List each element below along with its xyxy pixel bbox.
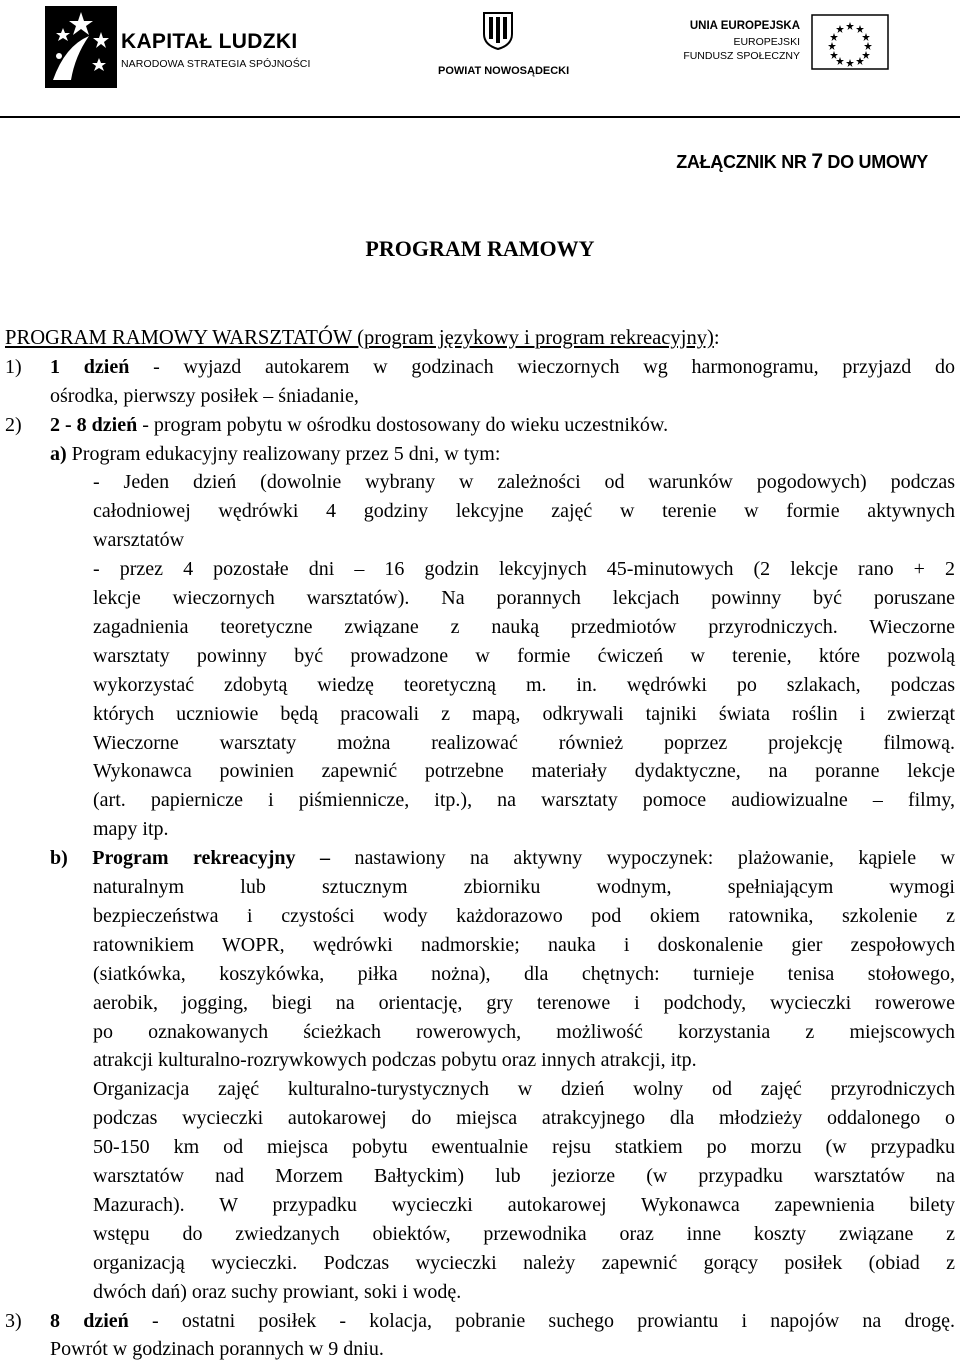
powiat-name: POWIAT NOWOSĄDECKI bbox=[438, 65, 570, 77]
day-2-8-number: 2) bbox=[5, 413, 22, 436]
recreation-label: b) Program rekreacyjny – bbox=[50, 847, 331, 870]
day-1-number: 1) bbox=[5, 356, 22, 378]
eu-line-2: EUROPEJSKI bbox=[733, 36, 800, 48]
powiat-shield-icon bbox=[483, 12, 513, 50]
recreation-line: warsztatów nad Morzem Bałtyckim) lub jeziorze (w przypadku warsztatów na bbox=[93, 1165, 955, 1188]
annex-prefix: ZAŁĄCZNIK NR bbox=[676, 152, 812, 172]
section-heading bbox=[5, 324, 720, 353]
document-title: PROGRAM RAMOWY bbox=[365, 236, 595, 261]
kapital-ludzki-emblem-icon bbox=[45, 6, 117, 88]
recreation-line: organizacją wycieczki. Podczas wycieczki należy zapewnić gorący posiłek (obiad z bbox=[93, 1251, 955, 1274]
recreation-line: (siatkówka, koszykówka, piłka nożna), dla chętnych: turnieje tenisa stołowego, bbox=[93, 962, 955, 985]
education-line: warsztaty powinny być prowadzone w formie ćwiczeń w terenie, które pozwolą bbox=[93, 644, 955, 667]
day-8-text: - ostatni posiłek - kolacja, pobranie suchego prowiantu i napojów na drogę. bbox=[128, 1309, 955, 1332]
education-line: całodniowej wędrówki 4 godziny lekcyjne zajęć w terenie w formie aktywnych bbox=[93, 500, 955, 523]
education-line: - przez 4 pozostałe dni – 16 godzin lekcyjnych 45-minutowych (2 lekcje rano + 2 bbox=[93, 558, 955, 581]
recreation-line: Mazurach). W przypadku wycieczki autokarowej Wykonawca zapewnienia bilety bbox=[93, 1193, 955, 1216]
education-line: Wieczorne warsztaty można realizować również poprzez projekcję filmową. bbox=[93, 731, 955, 754]
recreation-intro-text: nastawiony na aktywny wypoczynek: plażowanie, kąpiele w bbox=[330, 847, 955, 870]
header-divider bbox=[0, 116, 960, 118]
day-1-line-2: ośrodka, pierwszy posiłek – śniadanie, bbox=[50, 384, 359, 407]
recreation-line: 50-150 km od miejsca pobytu ewentualnie rejsu statkiem po morzu (w przypadku bbox=[93, 1136, 955, 1159]
day-1-line-1 bbox=[50, 353, 955, 382]
education-line: wykorzystać zdobytą wiedzę teoretyczną m. in. wędrówki po szlakach, podczas bbox=[93, 673, 955, 696]
day-8-label: 8 dzień bbox=[50, 1309, 129, 1332]
recreation-line: Organizacja zajęć kulturalno-turystycznych w dzień wolny od zajęć przyrodniczych bbox=[93, 1078, 955, 1101]
recreation-line: podczas wycieczki autokarowej do miejsca atrakcyjnego dla młodzieży oddalonego o bbox=[93, 1107, 955, 1130]
recreation-line: po oznakowanych ścieżkach rowerowych, możliwość korzystania z miejscowych bbox=[93, 1020, 955, 1043]
section-heading-text: PROGRAM RAMOWY WARSZTATÓW (program językowy i program rekreacyjny) bbox=[5, 327, 714, 349]
eu-line-3: FUNDUSZ SPOŁECZNY bbox=[683, 50, 800, 62]
day-2-8-text: - program pobytu w ośrodku dostosowany do wieku uczestników. bbox=[137, 413, 669, 436]
eu-logo bbox=[683, 14, 898, 84]
annex-label bbox=[676, 150, 928, 174]
day-8-line-1 bbox=[50, 1307, 955, 1336]
day-2-8-label: 2 - 8 dzień bbox=[50, 413, 138, 436]
day-2-8-line bbox=[50, 411, 668, 440]
recreation-line: ratownikiem WOPR, wędrówki nadmorskie; nauka i doskonalenie gier zespołowych bbox=[93, 933, 955, 956]
recreation-line: atrakcji kulturalno-rozrywkowych podczas pobytu oraz innych atrakcji, itp. bbox=[93, 1049, 697, 1072]
recreation-intro bbox=[50, 844, 955, 873]
education-line: zagadnienia teoretyczne związane z nauką przedmiotów przyrodniczych. Wieczorne bbox=[93, 615, 955, 638]
powiat-logo bbox=[432, 12, 570, 82]
education-line: których uczniowie będą pracowali z mapą, odkrywali tajniki świata roślin i zwierząt bbox=[93, 702, 955, 725]
education-line: - Jeden dzień (dowolnie wybrany w zależności od warunków pogodowych) podczas bbox=[93, 471, 955, 494]
education-intro bbox=[50, 440, 500, 469]
eu-line-1: UNIA EUROPEJSKA bbox=[689, 20, 800, 32]
day-8-number: 3) bbox=[5, 1309, 22, 1332]
education-line: (art. papiernicze i piśmiennicze, itp.), na warsztaty pomoce audiowizualne – filmy, bbox=[93, 789, 955, 812]
education-label: a) bbox=[50, 442, 67, 465]
recreation-line: naturalnym lub sztucznym zbiorniku wodnym, spełniającym wymogi bbox=[93, 876, 955, 899]
education-line: Wykonawca powinien zapewnić potrzebne materiały dydaktyczne, na poranne lekcje bbox=[93, 760, 955, 783]
day-8-line-2: Powrót w godzinach porannych w 9 dniu. bbox=[50, 1338, 384, 1361]
eu-flag-icon bbox=[811, 14, 889, 70]
kapital-ludzki-title: KAPITAŁ LUDZKI bbox=[121, 30, 298, 53]
recreation-line: dwóch dań) oraz suchy prowiant, soki i wodę. bbox=[93, 1280, 462, 1303]
education-intro-text: Program edukacyjny realizowany przez 5 dni, w tym: bbox=[66, 442, 501, 465]
recreation-line: bezpieczeństwa i czystości wody każdorazowo pod okiem ratownika, szkolenie z bbox=[93, 904, 955, 927]
day-1-text: - wyjazd autokarem w godzinach wieczornych wg harmonogramu, przyjazd do bbox=[129, 356, 955, 378]
day-1-label: 1 dzień bbox=[50, 356, 130, 378]
education-line: warsztatów bbox=[93, 529, 185, 552]
header-logos bbox=[0, 0, 960, 118]
recreation-line: wstępu do zwiedzanych obiektów, przewodnika oraz inne koszty związane z bbox=[93, 1222, 955, 1245]
kapital-ludzki-logo bbox=[45, 6, 315, 88]
annex-suffix: DO UMOWY bbox=[822, 152, 928, 172]
education-line: lekcje wieczornych warsztatów). Na porannych lekcjach powinny być poruszane bbox=[93, 587, 955, 610]
recreation-line: aerobik, jogging, biegi na orientację, gry terenowe i podchody, wycieczki rowerowe bbox=[93, 991, 955, 1014]
kapital-ludzki-subtitle: NARODOWA STRATEGIA SPÓJNOŚCI bbox=[121, 58, 311, 70]
annex-number: 7 bbox=[811, 150, 823, 173]
section-heading-colon: : bbox=[713, 327, 720, 349]
education-line: mapy itp. bbox=[93, 818, 169, 841]
